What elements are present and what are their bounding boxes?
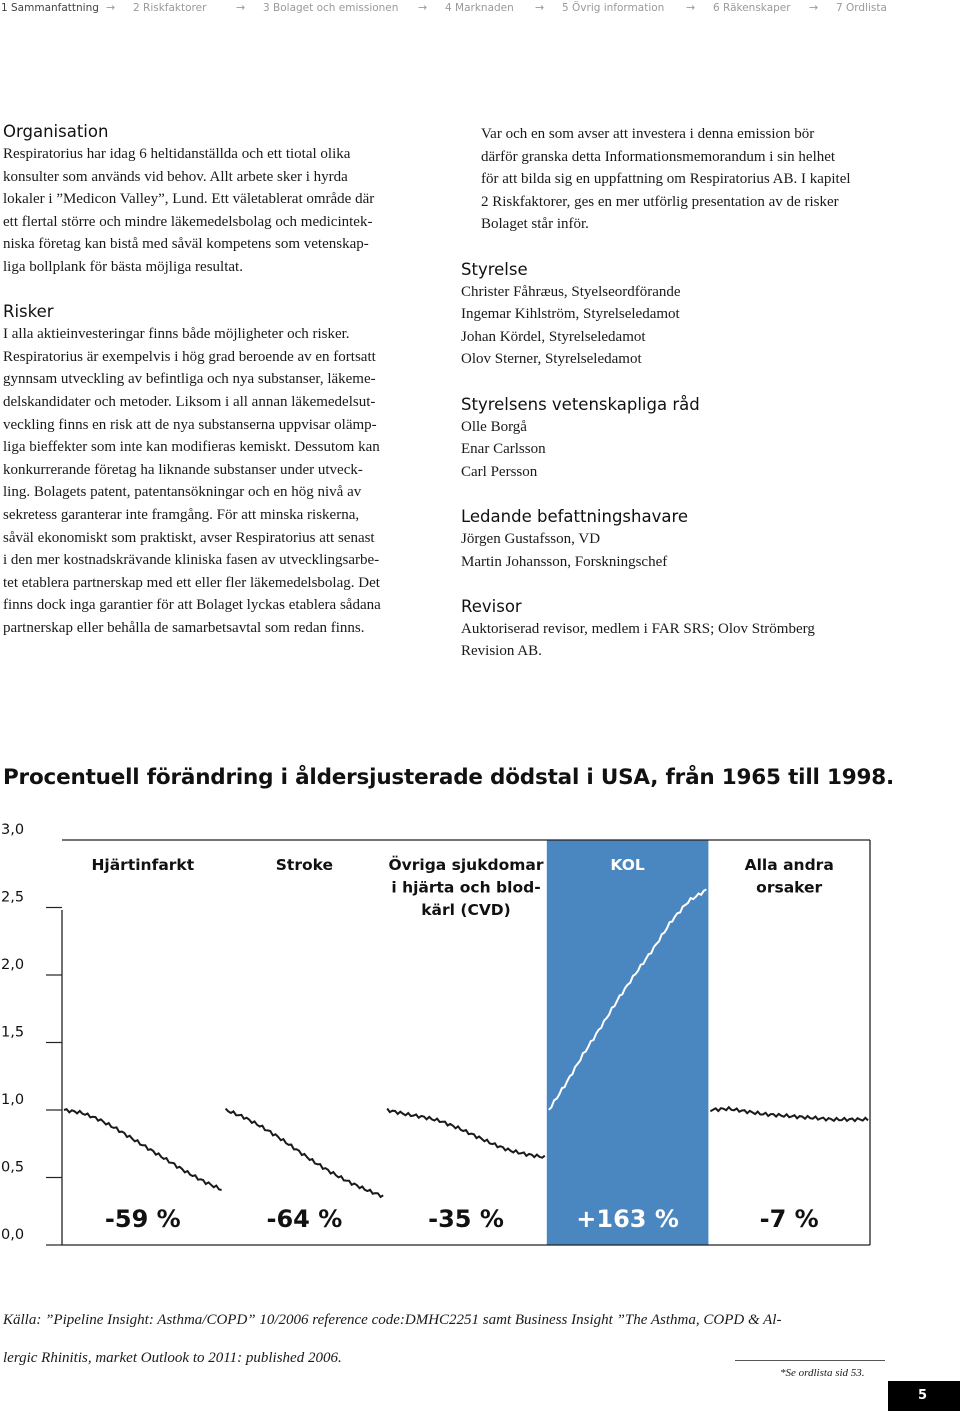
right-column: [461, 123, 901, 663]
arrow-right-icon: →: [686, 1, 696, 14]
footnote: *Se ordlista sid 53.: [780, 1367, 865, 1379]
text-line: partnerskap eller behålla de samarbetsavtal som redan finns.: [3, 619, 365, 636]
text-line: ett flertal större och mindre läkemedelsbolag och medicintek-: [3, 213, 373, 230]
text-line: liga bollplank för bästa möjliga resultat.: [3, 258, 243, 275]
arrow-right-icon: →: [236, 1, 246, 14]
nav-item-2[interactable]: 2 Riskfaktorer: [133, 2, 207, 14]
text-line: därför granska detta Informationsmemorandum i sin helhet: [481, 148, 836, 165]
nav-item-1[interactable]: 1 Sammanfattning: [1, 2, 99, 14]
text-line: i den mer kostnadskrävande kliniska fasen av utvecklingsarbe-: [3, 552, 380, 569]
text-line: 2 Riskfaktorer, ges en mer utförlig presentation av de risker: [481, 193, 839, 210]
nav-item-4[interactable]: 4 Marknaden: [445, 2, 514, 14]
y-tick-label: 3,0: [1, 822, 25, 838]
series-change-label: -7 %: [759, 1205, 819, 1233]
series-change-label: -59 %: [104, 1205, 181, 1233]
list-item: Olle Borgå: [461, 418, 527, 435]
text-line: gynnsam utveckling av befintliga och nya substanser, läkeme-: [3, 371, 376, 388]
text-line: Respiratorius har idag 6 heltidanställda och ett tiotal olika: [3, 146, 351, 162]
series-change-label: -35 %: [428, 1205, 504, 1233]
arrow-right-icon: →: [106, 1, 116, 14]
text-line: Bolaget står inför.: [481, 216, 589, 233]
series-line-1: [64, 1109, 222, 1190]
series-name: Övriga sjukdomar: [388, 856, 544, 874]
list-item: Ingemar Kihlström, Styrelseledamot: [461, 306, 680, 323]
ledande-heading: Ledande befattningshavare: [461, 506, 689, 526]
page-number: 5: [918, 1388, 928, 1403]
styrelse-heading: Styrelse: [461, 259, 528, 279]
series-name: Alla andra: [744, 856, 834, 874]
text-line: tet etablera partnerskap med ett eller fler läkemedelsbolag. Det: [3, 574, 380, 591]
list-item: Jörgen Gustafsson, VD: [461, 530, 601, 547]
series-line-3: [387, 1109, 545, 1158]
left-column: [3, 121, 428, 639]
text-line: I alla aktieinvesteringar finns både möjligheter och risker.: [3, 326, 350, 343]
styrelse-list: [461, 281, 901, 371]
risker-heading: Risker: [3, 302, 54, 322]
intro-text: [481, 123, 901, 236]
revisor-heading: Revisor: [461, 596, 522, 616]
chart-title: Procentuell förändring i åldersjusterade dödstal i USA, från 1965 till 1998.: [3, 765, 894, 790]
series-name: i hjärta och blod-: [391, 878, 541, 897]
y-tick-label: 2,0: [1, 957, 25, 973]
risker-text: [3, 323, 428, 639]
series-name: Stroke: [275, 856, 334, 874]
arrow-right-icon: →: [418, 1, 428, 14]
vetenskapliga-rad-list: [461, 416, 901, 484]
list-item: Auktoriserad revisor, medlem i FAR SRS; Olov Strömberg: [461, 620, 815, 637]
source-line: Källa: ”Pipeline Insight: Asthma/COPD” 10/2006 reference code:DMHC2251 samt Business Insight ”The Asthma, COPD & Al-: [3, 1312, 782, 1328]
organisation-text: [3, 143, 428, 279]
chart-source: [3, 1294, 903, 1384]
list-item: Christer Fåhræus, Styelseordförande: [461, 283, 681, 300]
nav-item-6[interactable]: 6 Räkenskaper: [713, 2, 791, 14]
highlight-panel-4: [547, 840, 709, 1245]
text-line: lokaler i ”Medicon Valley”, Lund. Ett väletablerat område där: [3, 191, 375, 208]
series-name: KOL: [610, 856, 645, 874]
ledande-list: [461, 528, 901, 573]
series-name: kärl (CVD): [421, 901, 511, 919]
series-line-5: [710, 1107, 868, 1121]
nav-item-3[interactable]: 3 Bolaget och emissionen: [263, 2, 399, 14]
y-tick-label: 1,5: [1, 1024, 25, 1041]
text-line: veckling finns en risk att de nya substanserna uppvisar olämp-: [3, 416, 377, 433]
series-name: Hjärtinfarkt: [91, 856, 195, 874]
series-change-label: -64 %: [266, 1205, 343, 1233]
chapter-navigation: [0, 0, 960, 18]
series-line-2: [226, 1109, 384, 1197]
list-item: Martin Johansson, Forskningschef: [461, 553, 668, 570]
nav-item-7[interactable]: 7 Ordlista: [836, 2, 887, 14]
text-line: niska företag kan bistå med såväl kompetens som vetenskap-: [3, 236, 369, 253]
text-line: såväl ekonomiskt som praktiskt, avser Respiratorius att senast: [3, 529, 375, 546]
series-name: orsaker: [756, 878, 823, 897]
vetenskapliga-rad-heading: Styrelsens vetenskapliga råd: [461, 394, 700, 414]
revisor-list: [461, 618, 901, 663]
page-number-box: [888, 1381, 960, 1411]
y-tick-label: 0,0: [1, 1227, 25, 1243]
text-line: liga bieffekter som inte kan modifieras kemiskt. Dessutom kan: [3, 439, 380, 456]
arrow-right-icon: →: [809, 1, 819, 14]
source-line: lergic Rhinitis, market Outlook to 2011: published 2006.: [3, 1349, 342, 1366]
arrow-right-icon: →: [535, 1, 545, 14]
text-line: konkurrerande företag ha liknande substanser under utveck-: [3, 461, 363, 478]
text-line: Respiratorius är exempelvis i hög grad beroende av en fortsatt: [3, 348, 376, 365]
nav-item-5[interactable]: 5 Övrig information: [562, 2, 665, 14]
list-item: Revision AB.: [461, 643, 542, 660]
text-line: ling. Bolagets patent, patentansökningar och en hög nivå av: [3, 484, 362, 501]
list-item: Olov Sterner, Styrelseledamot: [461, 351, 642, 368]
text-line: finns dock inga garantier för att Bolaget lyckas etablera sådana: [3, 597, 381, 614]
y-tick-label: 0,5: [1, 1159, 25, 1176]
text-line: sekretess garanterar inte framgång. För att minska riskerna,: [3, 506, 360, 523]
text-line: konsulter som används vid behov. Allt arbete sker i hyrda: [3, 168, 348, 185]
y-tick-label: 2,5: [1, 889, 25, 906]
death-rate-chart: [0, 815, 960, 1265]
y-tick-label: 1,0: [1, 1092, 25, 1108]
text-line: Var och en som avser att investera i denna emission bör: [481, 126, 815, 142]
series-change-label: +163 %: [576, 1205, 679, 1233]
list-item: Enar Carlsson: [461, 441, 546, 458]
list-item: Johan Kördel, Styrelseledamot: [461, 328, 646, 345]
text-line: delskandidater och metoder. Liksom i all annan läkemedelsut-: [3, 393, 376, 410]
text-line: för att bilda sig en uppfattning om Respiratorius AB. I kapitel: [481, 171, 851, 188]
list-item: Carl Persson: [461, 463, 538, 480]
footnote-rule: [735, 1360, 885, 1361]
organisation-heading: Organisation: [3, 122, 109, 141]
